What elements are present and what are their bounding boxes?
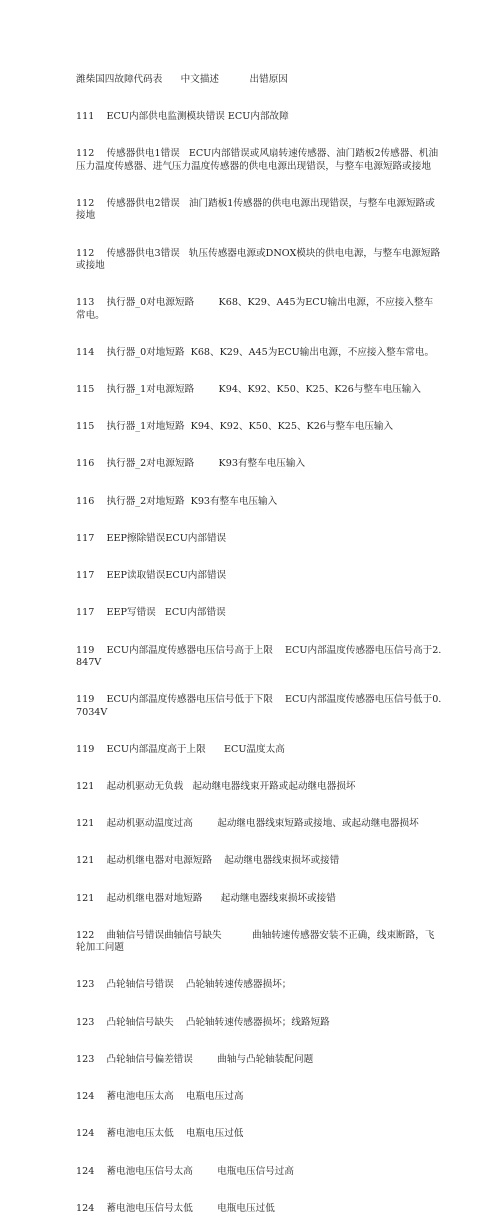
fault-code-row: 111 ECU内部供电监测模块错误 ECU内部故障 bbox=[76, 111, 289, 123]
fault-code-row: 121 起动机驱动无负载 起动继电器线束开路或起动继电器损坏 bbox=[76, 780, 356, 792]
fault-code-row: 117 EEP擦除错误ECU内部错误 bbox=[76, 532, 227, 544]
document-header: 潍柴国四故障代码表 中文描述 出错原因 bbox=[76, 73, 288, 85]
fault-code-row: 121 起动机继电器对电源短路 起动继电器线束损坏或接错 bbox=[76, 855, 340, 867]
fault-code-row: 123 凸轮轴信号缺失 凸轮轴转速传感器损坏；线路短路 bbox=[76, 1016, 330, 1028]
fault-code-row: 123 凸轮轴信号偏差错误 曲轴与凸轮轴装配问题 bbox=[76, 1053, 314, 1065]
fault-code-row: 124 蓄电池电压太高 电瓶电压过高 bbox=[76, 1091, 244, 1103]
fault-code-row: 121 起动机继电器对地短路 起动继电器线束损坏或接错 bbox=[76, 892, 336, 904]
fault-code-row: 112 传感器供电3错误 轨压传感器电源或DNOX模块的供电电源，与整车电源短路或接地 bbox=[76, 247, 441, 271]
fault-code-row: 116 执行器_2对地短路 K93有整车电压输入 bbox=[76, 495, 278, 507]
fault-code-row: 119 ECU内部温度传感器电压信号高于上限 ECU内部温度传感器电压信号高于2.847V bbox=[76, 644, 442, 668]
fault-code-row: 117 EEP读取错误ECU内部错误 bbox=[76, 570, 227, 582]
fault-code-row: 119 ECU内部温度传感器电压信号低于下限 ECU内部温度传感器电压信号低于0.7034V bbox=[76, 694, 442, 718]
fault-code-row: 112 传感器供电2错误 油门踏板1传感器的供电电源出现错误，与整车电源短路或接地 bbox=[76, 197, 435, 222]
fault-code-row: 117 EEP写错误 ECU内部错误 bbox=[76, 607, 226, 619]
fault-code-row: 116 执行器_2对电源短路 K93有整车电压输入 bbox=[76, 458, 306, 470]
fault-code-row: 122 曲轴信号错误曲轴信号缺失 曲轴转速传感器安装不正确，线束断路，飞轮加工问题 bbox=[76, 929, 435, 954]
fault-code-row: 124 蓄电池电压信号太低 电瓶电压过低 bbox=[76, 1202, 275, 1214]
fault-code-row: 119 ECU内部温度高于上限 ECU温度太高 bbox=[76, 743, 285, 755]
fault-code-row: 124 蓄电池电压太低 电瓶电压过低 bbox=[76, 1128, 244, 1140]
fault-code-row: 124 蓄电池电压信号太高 电瓶电压信号过高 bbox=[76, 1165, 294, 1177]
fault-code-row: 115 执行器_1对电源短路 K94、K92、K50、K25、K26与整车电压输入 bbox=[76, 383, 421, 395]
fault-code-row: 113 执行器_0对电源短路 K68、K29、A45为ECU输出电源，不应接入整车常电。 bbox=[76, 297, 434, 321]
fault-code-row: 115 执行器_1对地短路 K94、K92、K50、K25、K26与整车电压输入 bbox=[76, 421, 394, 433]
fault-code-row: 123 凸轮轴信号错误 凸轮轴转速传感器损坏； bbox=[76, 979, 292, 991]
document-body bbox=[76, 49, 442, 1228]
fault-code-row: 121 起动机驱动温度过高 起动继电器线束短路或接地、或起动继电器损坏 bbox=[76, 818, 419, 830]
fault-code-row: 112 传感器供电1错误 ECU内部错误或风扇转速传感器、油门踏板2传感器、机油压力温度传感器、进气压力温度传感器的供电电源出现错误，与整车电源短路或接地 bbox=[76, 148, 439, 172]
fault-code-row: 114 执行器_0对地短路 K68、K29、A45为ECU输出电源，不应接入整车常电。 bbox=[76, 346, 435, 358]
